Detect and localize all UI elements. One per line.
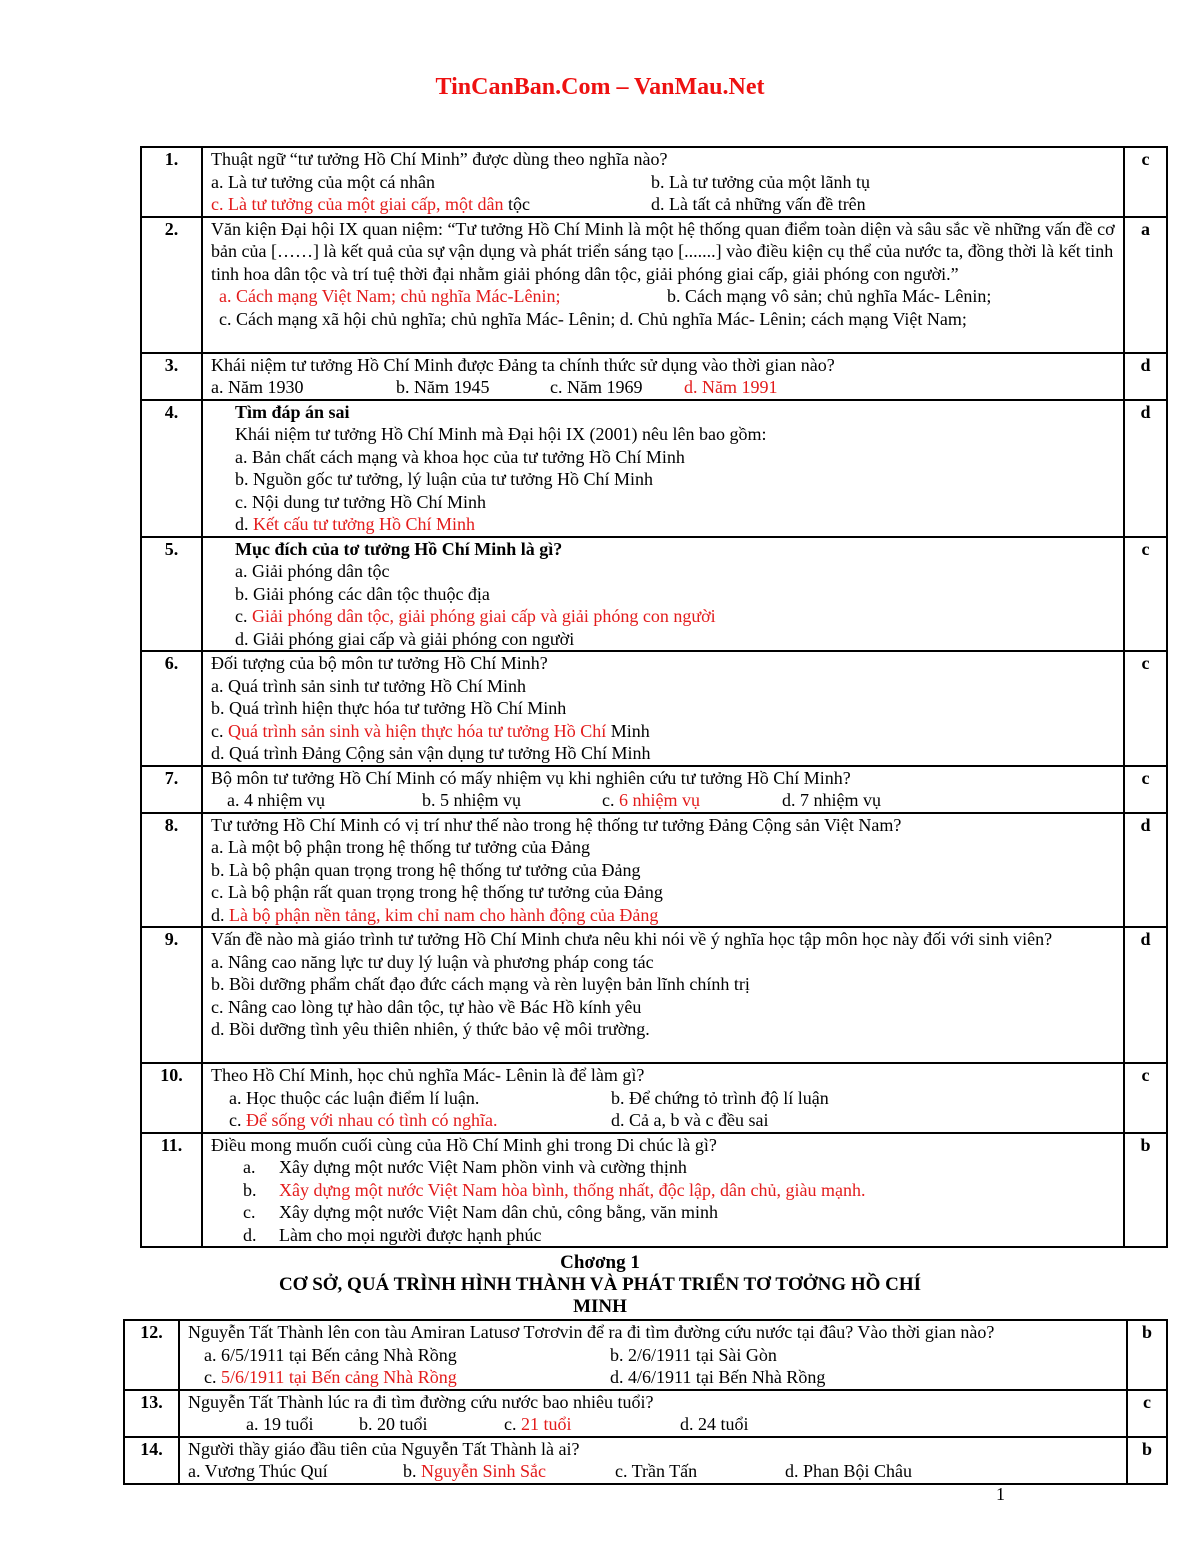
option-d: d. 7 nhiệm vụ <box>782 790 881 810</box>
site-title: TinCanBan.Com – VanMau.Net <box>435 74 765 100</box>
option-a: a. 19 tuổi <box>246 1414 314 1434</box>
option-d: d. 4/6/1911 tại Bến Nhà Rồng <box>610 1367 826 1387</box>
question-stem: Khái niệm tư tưởng Hồ Chí Minh được Đảng ta chính thức sử dụng vào thời gian nào? <box>211 354 835 375</box>
question-stem: Bộ môn tư tưởng Hồ Chí Minh có mấy nhiệm vụ khi nghiên cứu tư tưởng Hồ Chí Minh? <box>211 767 851 788</box>
option-d: d. Bồi dưỡng tình yêu thiên nhiên, ý thức bảo vệ môi trường. <box>211 1019 650 1039</box>
question-stem: Nguyễn Tất Thành lên con tàu Amiran Latusơ Tơrơvin để ra đi tìm đường cứu nước tại đâu? Vào thời gian nào? <box>188 1322 995 1342</box>
option-c: c. Xây dựng một nước Việt Nam dân chủ, công bằng, văn minh <box>243 1202 719 1222</box>
question-row <box>124 1320 1167 1390</box>
question-heading: Tìm đáp án sai <box>235 401 350 422</box>
option-c: c. 5/6/1911 tại Bến cảng Nhà Rồng <box>204 1367 457 1387</box>
question-content <box>202 1133 1124 1248</box>
answer-key: c <box>1124 1063 1167 1133</box>
option-b: b. Nguồn gốc tư tưởng, lý luận của tư tưởng Hồ Chí Minh <box>235 469 654 489</box>
answer-key: d <box>1124 927 1167 1063</box>
option-d: d. Quá trình Đảng Cộng sản vận dụng tư tưởng Hồ Chí Minh <box>211 743 651 763</box>
question-row <box>141 353 1167 400</box>
option-d: d. Kết cấu tư tưởng Hồ Chí Minh <box>235 514 476 534</box>
question-row <box>124 1390 1167 1437</box>
question-stem: Theo Hồ Chí Minh, học chủ nghĩa Mác- Lênin là để làm gì? <box>211 1065 645 1085</box>
question-stem: Thuật ngữ “tư tưởng Hồ Chí Minh” được dùng theo nghĩa nào? <box>211 149 668 169</box>
option-c: c. Là tư tưởng của một giai cấp, một dân tộc <box>211 194 530 214</box>
option-a: a. Bản chất cách mạng và khoa học của tư tưởng Hồ Chí Minh <box>235 446 685 467</box>
answer-key: d <box>1124 813 1167 928</box>
option-d: d. Phan Bội Châu <box>785 1461 913 1481</box>
question-content <box>179 1390 1127 1437</box>
option-b: b. Quá trình hiện thực hóa tư tưởng Hồ Chí Minh <box>211 698 567 718</box>
option-a: a. Là một bộ phận trong hệ thống tư tưởng của Đảng <box>211 837 590 857</box>
question-content <box>202 651 1124 766</box>
option-d: d. Cả a, b và c đều sai <box>611 1110 769 1130</box>
option-a: a. Giải phóng dân tộc <box>235 561 390 581</box>
question-number: 7. <box>141 766 202 813</box>
question-row <box>141 766 1167 813</box>
question-content <box>202 400 1124 537</box>
chapter-title: CƠ SỞ, QUÁ TRÌNH HÌNH THÀNH VÀ PHÁT TRIỂN TƠ TƠỞNG HỒ CHÍ <box>278 1274 922 1295</box>
option-a: a. Xây dựng một nước Việt Nam phồn vinh và cường thịnh <box>243 1157 687 1177</box>
question-content <box>202 927 1124 1063</box>
option-c: c. Cách mạng xã hội chủ nghĩa; chủ nghĩa Mác- Lênin; <box>219 308 616 329</box>
option-b: b. Cách mạng vô sản; chủ nghĩa Mác- Lênin; <box>667 286 992 306</box>
option-b: b. Là bộ phận quan trọng trong hệ thống tư tưởng của Đảng <box>211 859 641 880</box>
option-d: d. 24 tuổi <box>680 1414 749 1434</box>
option-b: b. Xây dựng một nước Việt Nam hòa bình, thống nhất, độc lập, dân chủ, giàu mạnh. <box>243 1179 866 1200</box>
option-b: b. Là tư tưởng của một lãnh tụ <box>651 171 870 192</box>
option-a: a. Vương Thúc Quí <box>188 1461 328 1481</box>
option-b: b. 20 tuổi <box>359 1414 428 1434</box>
question-row <box>124 1437 1167 1484</box>
question-stem: Mục đích của tơ tưởng Hồ Chí Minh là gì? <box>235 538 563 559</box>
question-stem: Văn kiện Đại hội IX quan niệm: “Tư tưởng Hồ Chí Minh là một hệ thống quan điểm toàn diện và sâu sắc về những vấn đề cơ bản của [……] là kết quả của sự vận dụng và phát triển sáng tạo [.......] vào điều kiện cụ thể của nước ta, đồng thời là kết tinh tinh hoa dân tộc và trí tuệ thời đại nhằm giải phóng dân tộc, giải phóng giai cấp, giải phóng con người.” <box>211 218 1115 284</box>
question-table <box>140 146 1168 1248</box>
chapter-label: Chơơng 1 <box>560 1252 640 1273</box>
option-c: c. Giải phóng dân tộc, giải phóng giai cấp và giải phóng con người <box>235 606 716 626</box>
question-number: 5. <box>141 537 202 652</box>
question-stem: Người thầy giáo đầu tiên của Nguyễn Tất Thành là ai? <box>188 1438 580 1459</box>
option-d: d. Làm cho mọi người được hạnh phúc <box>243 1224 542 1245</box>
question-content <box>202 147 1124 217</box>
option-b: b. Để chứng tỏ trình độ lí luận <box>611 1087 829 1108</box>
question-number: 3. <box>141 353 202 400</box>
question-number: 12. <box>124 1320 179 1390</box>
question-content <box>202 1063 1124 1133</box>
question-content <box>179 1437 1127 1484</box>
question-number: 9. <box>141 927 202 1063</box>
question-stem: Tư tưởng Hồ Chí Minh có vị trí như thế nào trong hệ thống tư tưởng Đảng Cộng sản Việt Nam? <box>211 814 902 835</box>
option-a: a. 4 nhiệm vụ <box>227 790 325 810</box>
question-row <box>141 927 1167 1063</box>
question-row <box>141 1133 1167 1248</box>
option-c: c. Để sống với nhau có tình có nghĩa. <box>229 1110 498 1130</box>
question-stem: Khái niệm tư tưởng Hồ Chí Minh mà Đại hội IX (2001) nêu lên bao gồm: <box>235 424 767 444</box>
answer-key: c <box>1124 147 1167 217</box>
question-content <box>202 813 1124 928</box>
answer-key: b <box>1124 1133 1167 1248</box>
option-a: a. Quá trình sản sinh tư tưởng Hồ Chí Minh <box>211 675 527 696</box>
answer-key: c <box>1124 766 1167 813</box>
question-number: 14. <box>124 1437 179 1484</box>
question-stem: Điều mong muốn cuối cùng của Hồ Chí Minh ghi trong Di chúc là gì? <box>211 1134 717 1155</box>
option-c: c. 21 tuổi <box>504 1414 572 1434</box>
answer-key: c <box>1127 1390 1167 1437</box>
option-d: d. Năm 1991 <box>684 377 778 397</box>
option-c: c. Nội dung tư tưởng Hồ Chí Minh <box>235 491 487 512</box>
question-number: 10. <box>141 1063 202 1133</box>
answer-key: c <box>1124 651 1167 766</box>
option-a: a. Nâng cao năng lực tư duy lý luận và phương pháp cong tác <box>211 951 654 972</box>
question-number: 2. <box>141 217 202 353</box>
option-b: b. Nguyễn Sinh Sắc <box>403 1461 546 1481</box>
question-row <box>141 1063 1167 1133</box>
option-c: c. Năm 1969 <box>550 377 643 397</box>
option-c: c. Quá trình sản sinh và hiện thực hóa tư tưởng Hồ Chí Minh <box>211 720 650 741</box>
question-content <box>202 537 1124 652</box>
option-d: d. Là tất cả những vấn đề trên <box>651 194 866 214</box>
answer-key: b <box>1127 1437 1167 1484</box>
question-row <box>141 813 1167 928</box>
answer-key: d <box>1124 353 1167 400</box>
option-a: a. Cách mạng Việt Nam; chủ nghĩa Mác-Lênin; <box>219 286 561 306</box>
chapter-title-continued: MINH <box>573 1296 627 1317</box>
question-number: 1. <box>141 147 202 217</box>
question-stem: Nguyễn Tất Thành lúc ra đi tìm đường cứu nước bao nhiêu tuổi? <box>188 1391 654 1412</box>
option-a: a. 6/5/1911 tại Bến cảng Nhà Rồng <box>204 1344 457 1365</box>
question-stem: Vấn đề nào mà giáo trình tư tưởng Hồ Chí Minh chưa nêu khi nói về ý nghĩa học tập môn học này đối với sinh viên? <box>211 929 1053 949</box>
question-content <box>202 217 1124 353</box>
question-number: 11. <box>141 1133 202 1248</box>
answer-key: b <box>1127 1320 1167 1390</box>
chapter-heading <box>0 1252 1200 1318</box>
option-c: c. Trần Tấn <box>615 1461 698 1481</box>
option-b: b. 5 nhiệm vụ <box>422 790 521 810</box>
option-d: d. Giải phóng giai cấp và giải phóng con người <box>235 628 575 649</box>
option-c: c. Là bộ phận rất quan trọng trong hệ thống tư tưởng của Đảng <box>211 882 663 902</box>
option-c: c. 6 nhiệm vụ <box>602 790 700 810</box>
option-b: b. Năm 1945 <box>396 377 490 397</box>
option-a: a. Học thuộc các luận điểm lí luận. <box>229 1087 480 1108</box>
page-number: 1 <box>996 1484 1005 1504</box>
answer-key: a <box>1124 217 1167 353</box>
question-row <box>141 147 1167 217</box>
question-content <box>179 1320 1127 1390</box>
option-d: d. Chủ nghĩa Mác- Lênin; cách mạng Việt Nam; <box>619 308 967 329</box>
question-row <box>141 651 1167 766</box>
option-c: c. Nâng cao lòng tự hào dân tộc, tự hào về Bác Hồ kính yêu <box>211 996 642 1017</box>
question-stem: Đối tượng của bộ môn tư tưởng Hồ Chí Minh? <box>211 653 548 673</box>
question-row <box>141 217 1167 353</box>
question-row <box>141 537 1167 652</box>
option-b: b. Giải phóng các dân tộc thuộc địa <box>235 583 490 604</box>
question-number: 13. <box>124 1390 179 1437</box>
question-table-chapter-1 <box>123 1319 1168 1485</box>
question-number: 4. <box>141 400 202 537</box>
answer-key: c <box>1124 537 1167 652</box>
option-d: d. Là bộ phận nền tảng, kim chỉ nam cho hành động của Đảng <box>211 904 659 925</box>
question-content <box>202 766 1124 813</box>
answer-key: d <box>1124 400 1167 537</box>
option-b: b. Bồi dưỡng phẩm chất đạo đức cách mạng và rèn luyện bản lĩnh chính trị <box>211 974 750 994</box>
question-content <box>202 353 1124 400</box>
question-number: 6. <box>141 651 202 766</box>
question-row <box>141 400 1167 537</box>
option-a: a. Là tư tưởng của một cá nhân <box>211 171 435 192</box>
option-b: b. 2/6/1911 tại Sài Gòn <box>610 1344 777 1365</box>
question-number: 8. <box>141 813 202 928</box>
option-a: a. Năm 1930 <box>211 377 304 397</box>
